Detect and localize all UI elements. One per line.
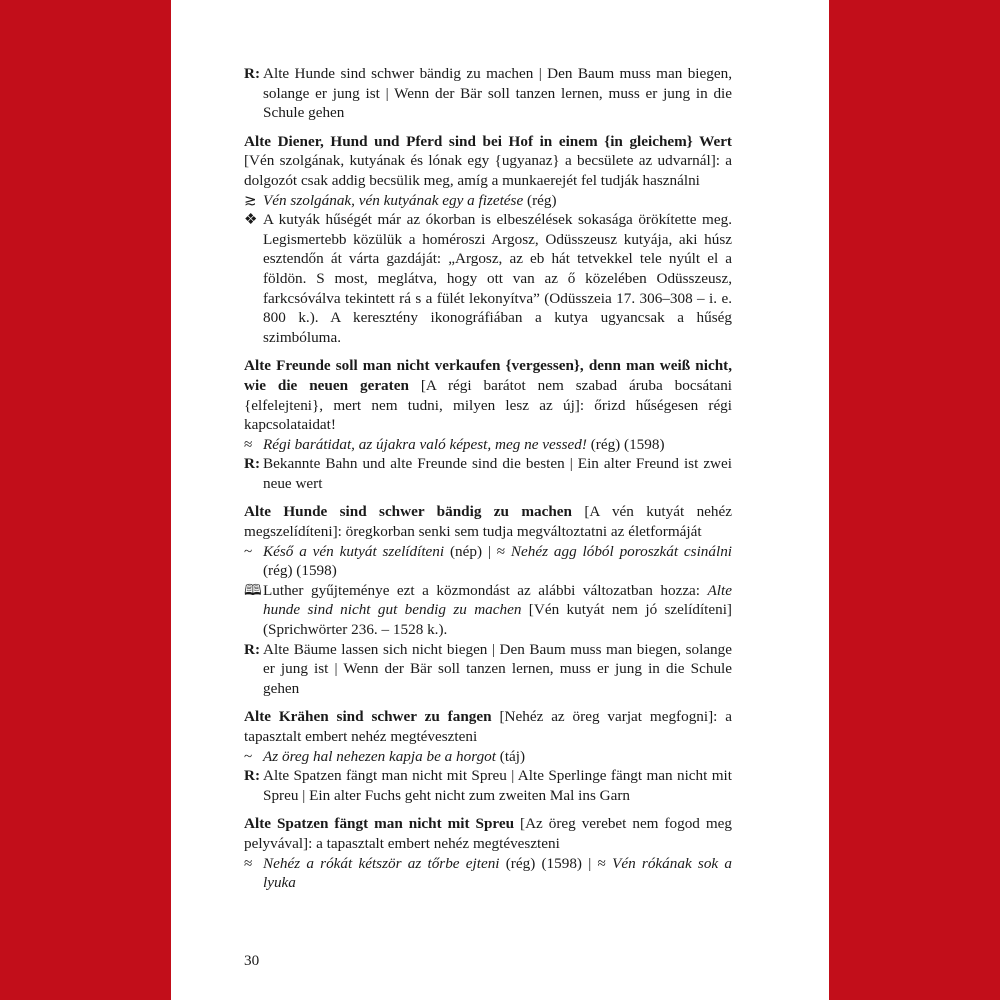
entry-definition: [Vén szolgának, kutyának és lónak egy {ugyanaz} a becsülete az udvarnál]: a dolgozót csak addig becsülik meg, amíg a munkaerejét fel tudják használni — [244, 152, 732, 189]
related-marker: R: — [244, 640, 261, 658]
equivalent-line — [244, 854, 732, 893]
equivalent-text: Régi barátidat, az újakra való képest, meg ne vessed! — [263, 435, 587, 453]
equivalent-source: (nép) | ≈ — [444, 542, 511, 560]
entry-headword: Alte Spatzen fängt man nicht mit Spreu — [244, 815, 515, 833]
equivalent-source: (rég) (1598) — [586, 435, 665, 453]
entry-headword: Alte Krähen sind schwer zu fangen — [244, 708, 492, 726]
equivalent-text: Az öreg hal nehezen kapja be a horgot — [263, 747, 496, 765]
equivalent-source-2: (rég) (1598) — [263, 562, 337, 580]
open-book-icon: 🕮 — [244, 581, 262, 599]
cultural-note-line — [244, 210, 732, 347]
entry-headword: Alte Hunde sind schwer bändig zu machen — [244, 503, 572, 521]
proverb-entry — [244, 502, 732, 698]
related-proverbs-line — [244, 766, 732, 805]
related-marker: R: — [244, 65, 261, 82]
equivalent-text: Késő a vén kutyát szelídíteni — [263, 542, 445, 560]
equivalent-line — [244, 435, 732, 455]
related-proverbs-line — [244, 640, 732, 699]
book-note-line — [244, 581, 732, 640]
equivalent-source: (táj) — [495, 747, 526, 765]
equivalent-line — [244, 191, 732, 211]
book-note-quote: Alte hunde sind nicht gut bendig zu machen — [263, 581, 732, 619]
proverb-entry — [244, 132, 732, 348]
related-proverbs-text: Alte Bäume lassen sich nicht biegen | Den Baum muss man biegen, solange er jung ist | Wenn der Bär soll tanzen lernen, muss er jung in die Schule gehen — [263, 640, 732, 697]
related-marker: R: — [244, 455, 261, 473]
related-marker: R: — [244, 767, 261, 785]
book-note-text: Luther gyűjteménye ezt a közmondást az alábbi változatban hozza: — [263, 581, 708, 599]
proverb-entry — [244, 707, 732, 805]
equivalent-text: Nehéz a rókát kétször az tőrbe ejteni — [263, 854, 500, 872]
related-proverbs-line — [244, 454, 732, 493]
approx-equal-icon: ≈ — [244, 854, 253, 872]
entry-definition: [A régi barátot nem szabad áruba bocsátani {elfelejteni}, mert nem tudni, milyen lesz az új]: őrizd hűségesen régi kapcsolataidat! — [244, 376, 733, 434]
equivalent-text-2: Vén rókának sok a lyuka — [263, 854, 733, 892]
diamond-note-icon: ❖ — [244, 211, 258, 229]
related-proverbs-text: Bekannte Bahn und alte Freunde sind die besten | Ein alter Freund ist zwei neue wert — [263, 455, 732, 492]
tilde-similar-icon: ~ — [244, 747, 253, 765]
cultural-note-text: A kutyák hűségét már az ókorban is elbeszélések sokasága örökítette meg. Legismertebb közülük a homéroszi Argosz, Odüsszeusz kutyája, aki húsz esztendőn át várta gazdáját: „Argosz, az eb hát tetvekkel tele nyúlt el a földön. S most, meglátva, hogy ott van az ő közelében Odüsszeusz, farkcsóválva tekintett rá s a fülét lekonyítva” (Odüsszeia 17. 306–308 – i. e. 800 k.). A keresztény ikonográfiában a kutya ugyancsak a hűség szimbóluma. — [263, 211, 732, 346]
entry-definition: [A vén kutyát nehéz megszelídíteni]: öregkorban senki sem tudja megváltoztatni az életformáját — [244, 503, 732, 541]
entry-definition: [Az öreg verebet nem fogod meg pelyvával]: a tapasztalt embert nehéz megtéveszteni — [244, 815, 732, 852]
proverb-entry — [244, 814, 732, 892]
entry-continuation — [244, 64, 732, 123]
book-note-source: [Vén kutyát nem jó szelídíteni] (Sprichwörter 236. – 1528 k.). — [263, 601, 732, 639]
approx-equivalent-icon: ≳ — [244, 191, 257, 209]
equivalent-text-2: Nehéz agg lóból poroszkát csinálni — [510, 542, 733, 560]
related-proverbs-line — [244, 64, 732, 123]
book-page — [171, 0, 829, 1000]
dictionary-content — [244, 64, 732, 902]
equivalent-source: (rég) — [523, 191, 557, 209]
related-proverbs-text: Alte Spatzen fängt man nicht mit Spreu | Alte Sperlinge fängt man nicht mit Spreu | Ein alter Fuchs geht nicht zum zweiten Mal ins Garn — [263, 767, 732, 804]
tilde-similar-icon: ~ — [244, 542, 253, 560]
equivalent-line — [244, 542, 732, 581]
equivalent-source: (rég) (1598) | ≈ — [499, 854, 613, 872]
approx-equal-icon: ≈ — [244, 435, 253, 453]
page-number: 30 — [244, 952, 260, 969]
equivalent-line — [244, 747, 732, 767]
entry-headword: Alte Diener, Hund und Pferd sind bei Hof in einem {in gleichem} Wert — [244, 132, 732, 150]
entry-headword: Alte Freunde soll man nicht verkaufen {vergessen}, denn man weiß nicht, wie die neuen geraten — [244, 357, 732, 394]
entry-definition: [Nehéz az öreg varjat megfogni]: a tapasztalt embert nehéz megtéveszteni — [244, 708, 733, 745]
equivalent-text: Vén szolgának, vén kutyának egy a fizetése — [263, 191, 524, 209]
proverb-entry — [244, 356, 732, 493]
related-proverbs-text: Alte Hunde sind schwer bändig zu machen | Den Baum muss man biegen, solange er jung ist | Wenn der Bär soll tanzen lernen, muss er jung in die Schule gehen — [263, 65, 732, 122]
